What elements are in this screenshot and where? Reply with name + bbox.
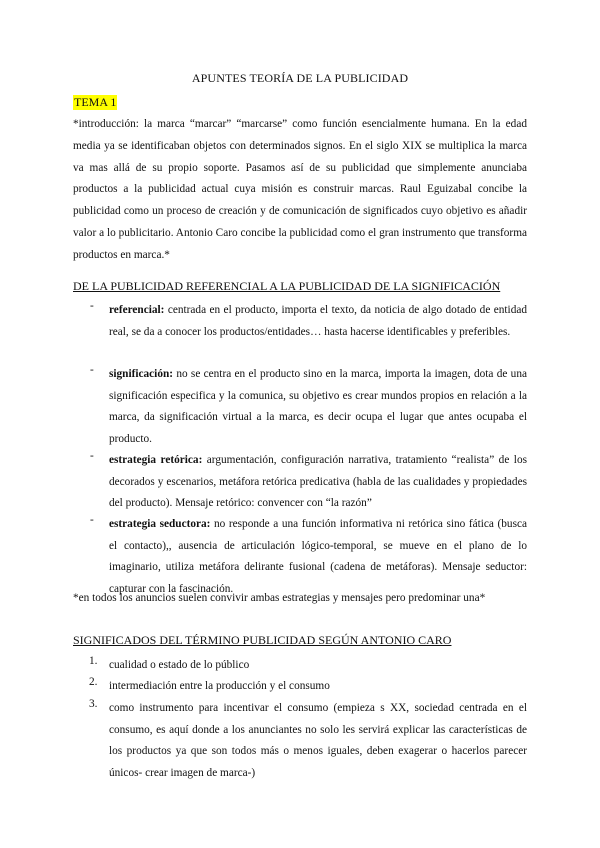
list-item-term: referencial: [109, 304, 165, 316]
section2-heading: SIGNIFICADOS DEL TÉRMINO PUBLICIDAD SEGÚN ANTONIO CARO [73, 633, 452, 647]
bullet-dash: - [90, 514, 94, 526]
list-item-body: argumentación, configuración narrativa, tratamiento “realista” de los decorados y escenarios, metáfora retórica predicativa (habla de las cualidades y propiedades del producto). Mensaje retórico: convencer con “la razón” [109, 454, 527, 509]
intro-paragraph: *introducción: la marca “marcar” “marcarse” como función esencialmente humana. En la edad media ya se identificaban objetos con determinados signos. En el siglo XIX se multiplica la marca va mas allá de su propio soporte. Pasamos así de su publicidad que simplemente anunciaba productos a la publicidad actual cuya misión es construir marcas. Raul Eguizabal concibe la publicidad como un proceso de creación y de comunicación de significados cuyo objetivo es añadir valor a lo publicitario. Antonio Caro concibe la publicidad como el gran instrumento que transforma productos en marca.* [73, 118, 527, 261]
list-item-text: cualidad o estado de lo público [109, 659, 250, 671]
list-item-text [109, 300, 527, 343]
list-item-body: no se centra en el producto sino en la marca, importa la imagen, dota de una significación especifica y la comunica, su objetivo es crear mundos propios en relación a la marca, da significación virtual a la marca, es decir ocupa el lugar que antes ocupaba el producto. [109, 368, 527, 445]
document-title: APUNTES TEORÍA DE LA PUBLICIDAD [191, 71, 409, 85]
bullet-dash: - [90, 364, 94, 376]
section1-heading: DE LA PUBLICIDAD REFERENCIAL A LA PUBLICIDAD DE LA SIGNIFICACIÓN [73, 279, 501, 293]
bullet-dash: - [90, 450, 94, 462]
list-item-text: intermediación entre la producción y el consumo [109, 680, 330, 692]
list-item-text [109, 514, 527, 600]
list-item-number: 1. [89, 655, 98, 667]
list-item-text [109, 364, 527, 450]
list-item-term: estrategia retórica: [109, 454, 203, 466]
list-item-text: como instrumento para incentivar el consumo (empieza s XX, sociedad centrada en el consumo, es aquí donde a los anunciantes no solo les servirá explicar las características de los productos ya que son todos más o menos iguales, deben exagerar o hacerlos parecer únicos- crear imagen de marca-) [109, 702, 527, 779]
bullet-dash: - [90, 300, 94, 312]
list-item-number: 3. [89, 698, 98, 710]
list-item-body: no responde a una función informativa ni retórica sino fática (busca el contacto),, ausencia de articulación lógico-temporal, se mueve en el plano de lo imaginario, utiliza metáfora delirante fusional (cadena de metáforas). Mensaje seductor: capturar con la fascinación. [109, 518, 527, 595]
list-item-body: centrada en el producto, importa el texto, da noticia de algo dotado de entidad real, se da a conocer los productos/entidades… hasta hacerse identificables y preferibles. [109, 304, 527, 338]
list-item-text [109, 450, 527, 515]
tema-label: TEMA 1 [74, 95, 117, 109]
list-item-term: estrategia seductora: [109, 518, 211, 530]
strategies-note: *en todos los anuncios suelen convivir ambas estrategias y mensajes pero predominar una* [73, 592, 486, 604]
list-item-term: significación: [109, 368, 174, 380]
list-item-number: 2. [89, 676, 98, 688]
